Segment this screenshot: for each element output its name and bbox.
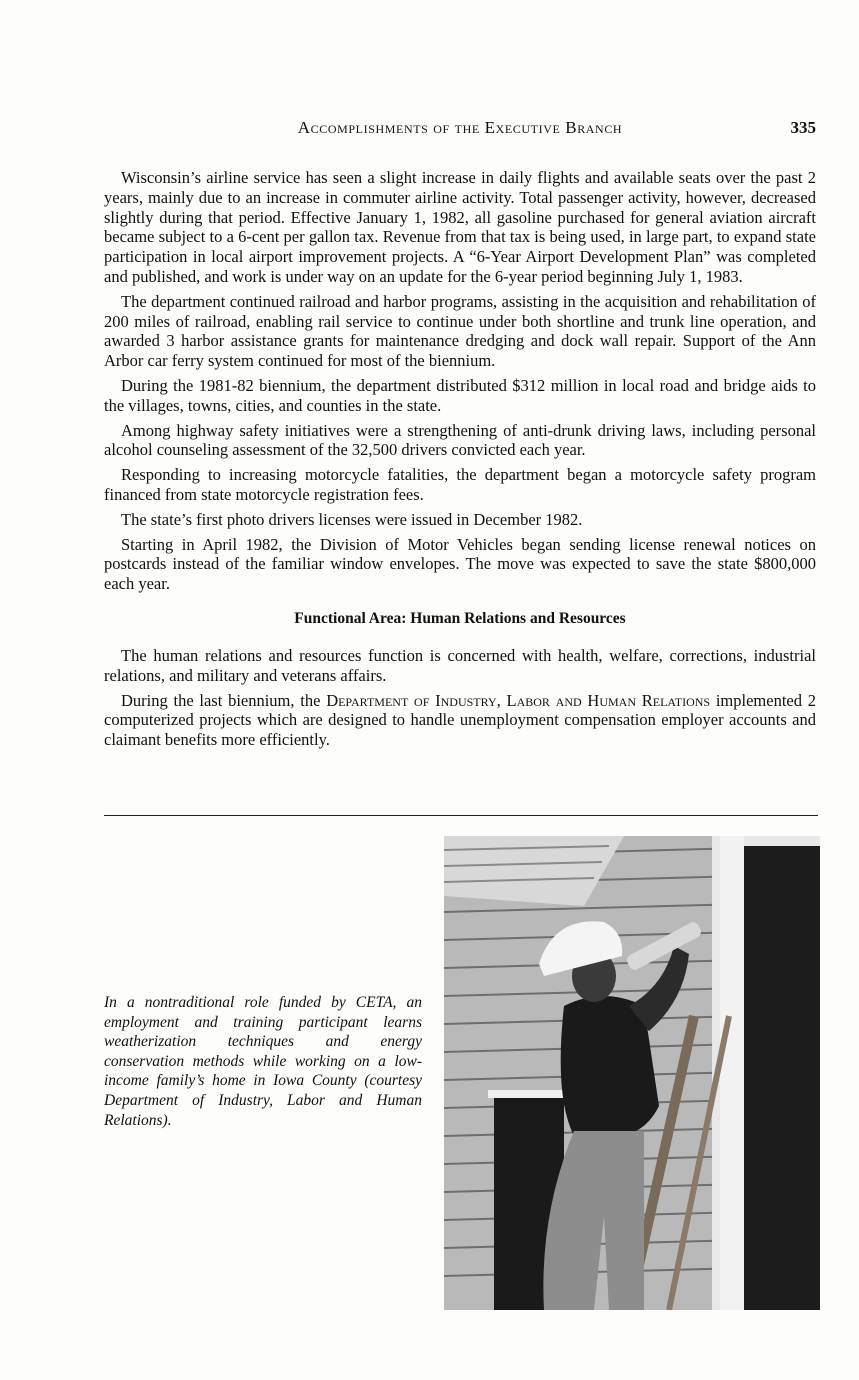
paragraph-license-renewal: Starting in April 1982, the Division of Motor Vehicles began sending license renewal notices on postcards instead of the familiar window envelopes. The move was expected to save the state $800,000 each year.: [104, 534, 816, 594]
paragraph-human-relations: The human relations and resources function is concerned with health, welfare, corrections, industrial relations, and military and veterans affairs.: [104, 645, 816, 685]
body-text: [104, 168, 816, 755]
paragraph-photo-licenses: The state’s first photo drivers licenses were issued in December 1982.: [121, 509, 583, 529]
paragraph-railroad-harbor: The department continued railroad and harbor programs, assisting in the acquisition and rehabilitation of 200 miles of railroad, enabling rail service to continue under both shortline and trunk line operation, and awarded 3 harbor assistance grants for maintenance dredging and dock wall repair. Support of the Ann Arbor car ferry system continued for most of the biennium.: [104, 291, 816, 371]
running-title: Accomplishments of the Executive Branch: [297, 118, 623, 137]
photo-caption: In a nontraditional role funded by CETA, an employment and training participant learns weatherization techniques and energy conservation methods while working on a low-income family’s home in Iowa County (courtesy Department of Industry, Labor and Human Relations).: [104, 994, 422, 1129]
paragraph-road-aids: During the 1981-82 biennium, the department distributed $312 million in local road and bridge aids to the villages, towns, cities, and counties in the state.: [104, 375, 816, 415]
paragraph-airline-service: Wisconsin’s airline service has seen a slight increase in daily flights and available seats over the past 2 years, mainly due to an increase in commuter airline activity. Total passenger activity, however, decreased slightly during that period. Effective January 1, 1982, all gasoline purchased for general aviation aircraft became subject to a 6-cent per gallon tax. Revenue from that tax is being used, in large part, to expand state participation in local airport improvement projects. A “6-Year Airport Development Plan” was completed and published, and work is under way on an update for the 6-year period beginning July 1, 1983.: [104, 168, 816, 286]
paragraph-motorcycle-safety: Responding to increasing motorcycle fatalities, the department began a motorcycle safety program financed from state motorcycle registration fees.: [104, 465, 816, 504]
page-number: 335: [790, 118, 816, 137]
department-name: Department of Industry, Labor and Human Relations: [326, 690, 711, 710]
horizontal-rule: [104, 815, 818, 816]
worker-weatherization-photo: [444, 836, 820, 1310]
section-heading: Functional Area: Human Relations and Resources: [294, 609, 626, 627]
paragraph-dilhr-rest: implemented 2 computerized projects which are designed to handle unemployment compensation employer accounts and claimant benefits more efficiently.: [104, 690, 816, 750]
paragraph-dilhr-projects: [104, 691, 816, 750]
paragraph-highway-safety: Among highway safety initiatives were a strengthening of anti-drunk driving laws, including personal alcohol counseling assessment of the 32,500 drivers convicted each year.: [104, 420, 816, 460]
running-head: [104, 116, 816, 142]
paragraph-dilhr-lead: During the last biennium, the: [121, 690, 327, 710]
